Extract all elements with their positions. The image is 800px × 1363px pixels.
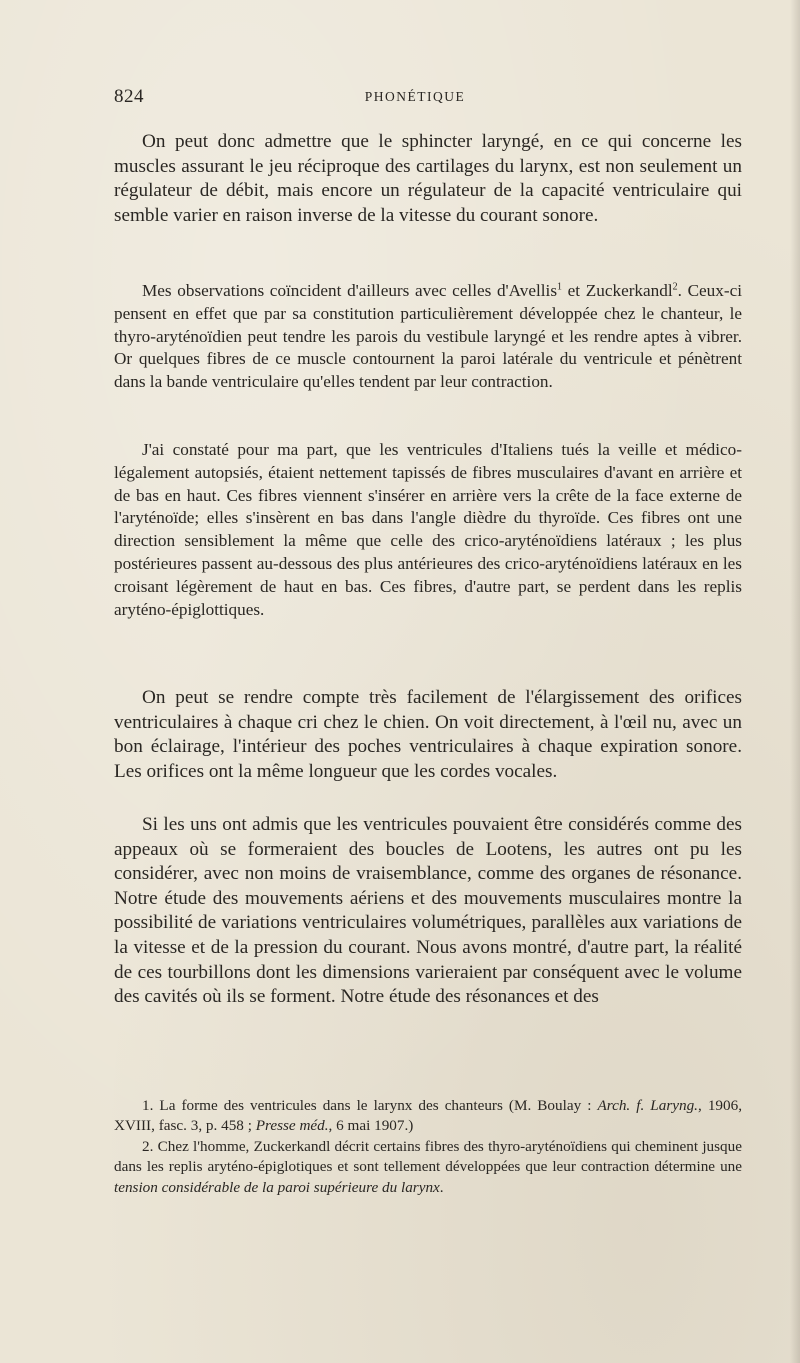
paragraph-2-text-c: . Ceux-ci pensent en effet que par sa constitution particulièrement développée chez le chanteur, le thyro-aryténoïdien peut tendre les parois du vestibule laryngé et les rendre aptes à vibrer. Or quelques fibres de ce muscle contournent la paroi latérale du ventricule et pénètrent dans la bande ventriculaire qu'elles tendent par leur contraction. (114, 281, 742, 392)
paragraph-4: On peut se rendre compte très facilement de l'élargissement des orifices ventriculaires à chaque cri chez le chien. On voit directement, à l'œil nu, avec un bon éclairage, l'intérieur des poches ventriculaires à chaque expiration sonore. Les orifices ont la même longueur que les cordes vocales. (114, 687, 742, 782)
page-edge-shadow (790, 0, 800, 1363)
paragraph-3: J'ai constaté pour ma part, que les ventricules d'Italiens tués la veille et médico-légalement autopsiés, étaient nettement tapissés de fibres musculaires d'avant en arrière et de bas en haut. Ces fibres viennent s'insérer en arrière vers la crête de la face externe de l'aryténoïde; elles s'insèrent en bas dans l'angle dièdre du thyroïde. Ces fibres ont une direction sensiblement la même que celle des crico-aryténoïdiens latéraux ; les plus postérieures passent au-dessous des plus antérieures des crico-aryténoïdiens latéraux en les croisant légèrement de haut en bas. Ces fibres, d'autre part, se perdent dans les replis aryténo-épiglottiques. (114, 440, 742, 619)
footnote-1-text-c: , 6 mai 1907.) (328, 1117, 414, 1135)
paragraph-2-text-a: Mes observations coïncident d'ailleurs avec celles d'Avellis (142, 281, 558, 300)
footnote-1-journal-1: Arch. f. Laryng. (597, 1097, 698, 1114)
page-number: 824 (114, 86, 144, 107)
page-header (114, 86, 716, 112)
paragraph-2 (114, 280, 742, 394)
footnote-1-journal-2: Presse méd. (255, 1117, 329, 1135)
footnote-2-text-b: . (439, 1178, 444, 1196)
paragraph-5: Si les uns ont admis que les ventricules pouvaient être considérés comme des appeaux où se formeraient des boucles de Lootens, les autres ont pu les considérer, avec non moins de vraisemblance, comme des organes de résonance. Notre étude des mouvements aériens et des mouvements musculaires montre la possibilité de variations ventriculaires volumétriques, parallèles aux variations de la vitesse et de la pression du courant. Nous avons montré, d'autre part, la réalité de ces tourbillons dont les dimensions varieraient par conséquent avec le volume des cavités où ils se forment. Notre étude des résonances et des (114, 814, 742, 1008)
footnote-ref-2[interactable]: 2 (672, 281, 678, 293)
running-head: PHONÉTIQUE (364, 89, 466, 104)
paragraph-1: On peut donc admettre que le sphincter laryngé, en ce qui concerne les muscles assurant le jeu réciproque des cartilages du larynx, est non seulement un régulateur de débit, mais encore un régulateur de la capacité ventriculaire qui semble varier en raison inverse de la vitesse du courant sonore. (114, 131, 742, 226)
footnote-ref-1[interactable]: 1 (557, 281, 563, 293)
footnote-1-text-a: 1. La forme des ventricules dans le larynx des chanteurs (M. Boulay : (142, 1097, 598, 1114)
footnote-2-text-a: 2. Chez l'homme, Zuckerkandl décrit certains fibres des thyro-aryténoïdiens qui cheminent jusque dans les replis aryténo-épiglotiques et sont tellement développées que leur contraction détermine une (114, 1137, 742, 1176)
paragraph-2-text-b: et Zuckerkandl (562, 281, 673, 300)
footnote-1-text-b: , 1906, XVIII, fasc. 3, p. 458 ; (114, 1097, 742, 1135)
footnote-2-italic: tension considérable de la paroi supérieure du larynx (114, 1178, 440, 1196)
footnotes (114, 1096, 742, 1198)
footnote-2 (114, 1137, 742, 1198)
footnote-1 (114, 1096, 742, 1137)
